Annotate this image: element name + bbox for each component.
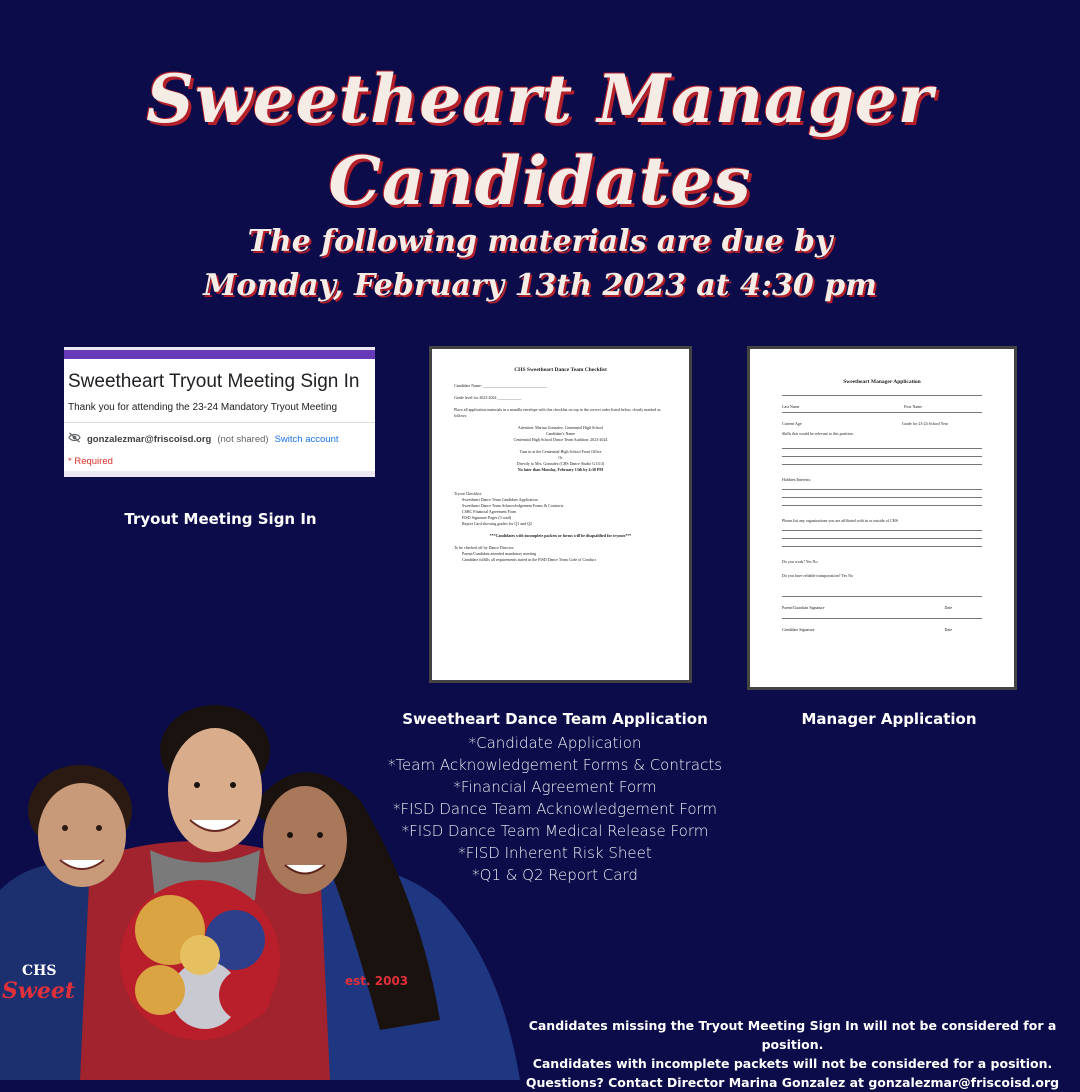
- shirt-logo-text: Sweet: [2, 978, 75, 1004]
- students-photo: [0, 700, 520, 1080]
- doc-line: Attention: Marina Gonzalez, Centennial High School: [517, 425, 604, 430]
- field-label: Hobbies/Interests:: [782, 477, 812, 482]
- doc-line: Or: [558, 455, 563, 460]
- field-label: Current Age: [782, 421, 802, 426]
- signin-form-subtitle: Thank you for attending the 23-24 Mandatory Tryout Meeting: [68, 402, 338, 413]
- doc-line: Grade level for 2023-2024 ____________: [454, 395, 522, 400]
- doc-line: No later than Monday, February 13th by 4:30 PM: [517, 467, 604, 472]
- manager-application-document: [747, 346, 1017, 690]
- field-label: Last Name: [782, 404, 800, 409]
- not-shared-label: (not shared): [217, 433, 269, 445]
- signin-form-title: Sweetheart Tryout Meeting Sign In: [68, 371, 360, 392]
- footnote-line: Candidates missing the Tryout Meeting Sign In will not be considered for a position.: [528, 1018, 1057, 1052]
- form-footer-band: [64, 471, 375, 477]
- checklist-heading: CHS Sweetheart Dance Team Checklist: [514, 367, 607, 373]
- doc-line: FISD Signature Pages (3 total): [462, 515, 512, 520]
- main-title-line-2: Candidates: [328, 142, 752, 220]
- list-item: *Candidate Application: [468, 734, 642, 752]
- doc-line: Candidate's Name: [545, 431, 576, 436]
- main-title-line-1: Sweetheart Manager: [146, 60, 934, 138]
- doc-line: Report Card showing grades for Q1 and Q2: [462, 521, 532, 526]
- shirt-logo-text: est. 2003: [345, 974, 409, 988]
- due-date-line-1: The following materials are due by: [247, 224, 833, 259]
- doc-line: Candidate Name: ________________________________: [454, 383, 547, 388]
- list-item: *FISD Inherent Risk Sheet: [458, 844, 652, 862]
- doc-line: CSBC Financial Agreement Form: [462, 509, 517, 514]
- doc-line: Sweetheart Dance Team Candidate Application: [462, 497, 538, 502]
- doc-line: Tryout Checklist:: [454, 491, 482, 496]
- dance-team-caption: Sweetheart Dance Team Application: [402, 710, 708, 728]
- doc-line: Centennial High School Dance Team Audition: 2023-2024: [513, 437, 608, 442]
- field-label: Skills that would be relevant to this position:: [782, 431, 854, 436]
- footnote-line: Questions? Contact Director Marina Gonzalez at gonzalezmar@friscoisd.org: [525, 1075, 1060, 1090]
- field-label: Candidate Signature: [782, 627, 815, 632]
- doc-row: [782, 412, 982, 426]
- field-label: Parent/Guardian Signature: [782, 605, 825, 610]
- footnote-line: Candidates with incomplete packets will not be considered for a position.: [532, 1056, 1053, 1071]
- footnote: [520, 1016, 1065, 1092]
- required-label: * Required: [68, 456, 113, 467]
- field-label: First Name: [904, 404, 922, 409]
- switch-account-link[interactable]: Switch account: [274, 433, 339, 445]
- field-label: Date: [944, 627, 952, 632]
- signin-caption: Tryout Meeting Sign In: [124, 510, 317, 528]
- pom-pom: [120, 880, 280, 1040]
- manager-application-caption: Manager Application: [801, 710, 977, 728]
- form-accent-bar: [64, 347, 375, 359]
- doc-line: To be checked off by Dance Director:: [454, 545, 515, 550]
- doc-line: Parent/Candidate attended mandatory meeting: [462, 551, 537, 556]
- doc-row: [782, 618, 982, 632]
- list-item: *FISD Dance Team Acknowledgement Form: [392, 800, 718, 818]
- doc-line: ***Candidates with incomplete packets or forms will be disqualified for tryouts***: [489, 533, 632, 538]
- field-label: Please list any organizations you are affiliated with in or outside of CHS: [782, 518, 898, 523]
- manager-heading: Sweetheart Manager Application: [843, 379, 921, 385]
- due-date-line-2: Monday, February 13th 2023 at 4:30 pm: [203, 268, 877, 303]
- doc-line: Place all application materials in a manilla envelope with this checklist on top in the correct order listed below, clearly marked as follows:: [454, 407, 661, 418]
- field-label: Date: [944, 605, 952, 610]
- doc-line: Turn in at the Centennial High School Front Office: [519, 449, 602, 454]
- field-label: Do you have reliable transportation? Yes No: [782, 573, 853, 578]
- doc-row: [782, 395, 982, 409]
- list-item: *Q1 & Q2 Report Card: [472, 866, 638, 884]
- checklist-document: [429, 346, 692, 683]
- signin-form-screenshot: [64, 347, 375, 477]
- account-email: gonzalezmar@friscoisd.org: [87, 433, 212, 445]
- list-item: *FISD Dance Team Medical Release Form: [401, 822, 709, 840]
- field-label: Grade for 23-24 School Year: [901, 421, 948, 426]
- doc-line: Candidate fulfills all requirements stated in the FISD Dance Team Code of Conduct: [462, 557, 597, 562]
- account-row: [68, 432, 375, 446]
- doc-line: Directly to Mrs. Gonzalez (CHS Dance Studio G1113): [516, 461, 605, 466]
- shirt-logo-text: CHS: [22, 963, 57, 979]
- field-label: Do you work? Yes No: [782, 559, 818, 564]
- doc-row: [782, 596, 982, 610]
- list-item: *Team Acknowledgement Forms & Contracts: [387, 756, 723, 774]
- divider: [64, 422, 375, 423]
- doc-line: Sweetheart Dance Team Acknowledgement Forms & Contracts: [462, 503, 564, 508]
- list-item: *Financial Agreement Form: [453, 778, 657, 796]
- eye-off-icon: [68, 432, 81, 446]
